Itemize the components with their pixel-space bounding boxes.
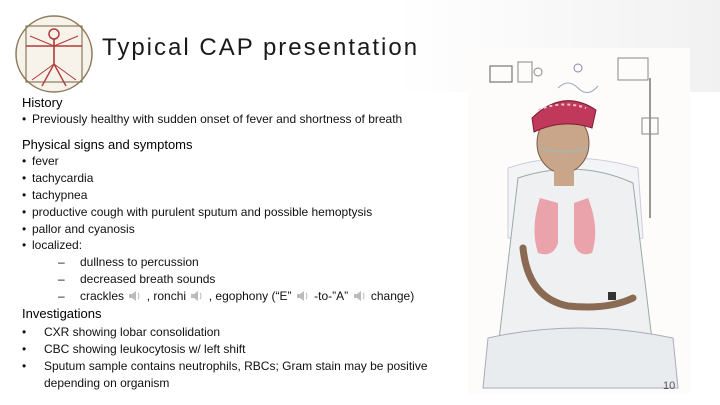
signs-subitem-sounds: – crackles , ronchi , egophony (“E” -to-”A” change) [58,289,415,303]
signs-subitem: – decreased breath sounds [58,272,216,286]
investigation-continuation: depending on organism [44,376,170,390]
signs-item: • tachypnea [22,188,88,202]
speaker-icon[interactable] [296,290,310,302]
vitruvian-logo-icon [12,12,96,96]
signs-item: • fever [22,154,59,168]
history-item: • Previously healthy with sudden onset of fever and shortness of breath [22,112,403,126]
investigation-item: • Sputum sample contains neutrophils, RBCs; Gram stain may be positive [22,359,428,373]
speaker-icon[interactable] [128,290,142,302]
slide-title: Typical CAP presentation [102,34,420,61]
signs-subitem: – dullness to percussion [58,255,199,269]
investigation-item: • CBC showing leukocytosis w/ left shift [22,342,246,356]
signs-item: • pallor and cyanosis [22,222,135,236]
speaker-icon[interactable] [190,290,204,302]
patient-illustration [468,48,690,394]
speaker-icon[interactable] [353,290,367,302]
signs-item: • tachycardia [22,171,94,185]
history-heading: History [22,95,63,110]
page-number: 10 [663,380,676,392]
investigation-item: • CXR showing lobar consolidation [22,325,221,339]
investigations-heading: Investigations [22,306,102,321]
signs-item: • productive cough with purulent sputum and possible hemoptysis [22,205,373,219]
signs-item: • localized: [22,238,83,252]
signs-heading: Physical signs and symptoms [22,137,193,152]
